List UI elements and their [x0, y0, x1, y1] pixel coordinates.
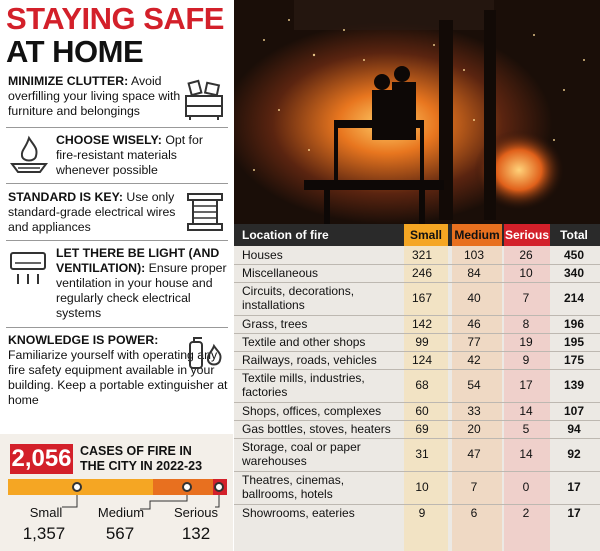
table-row: [234, 351, 600, 369]
tip-body: Use only standard-grade electrical wires and appliances: [8, 190, 176, 234]
cell-location: Shops, offices, complexes: [242, 404, 382, 418]
table-row: [234, 438, 600, 471]
cell-total: 214: [563, 291, 585, 305]
cell-total: 94: [567, 422, 581, 436]
cell-medium: 33: [467, 404, 481, 418]
cell-total: 450: [563, 248, 585, 262]
divider: [6, 240, 228, 241]
medium-label: Medium: [97, 505, 145, 520]
cell-total: 340: [563, 266, 585, 280]
cell-small: 60: [415, 404, 429, 418]
table-row: [234, 420, 600, 438]
table-row: [234, 471, 600, 504]
cell-medium: 54: [467, 378, 481, 392]
severity-bar: [8, 479, 227, 495]
tip-standard-is-key: [8, 190, 186, 235]
cell-total: 17: [567, 506, 581, 520]
cell-location: Textile mills, industries, factories: [242, 371, 365, 399]
wire-spool-icon: [184, 190, 226, 234]
tip-choose-wisely: [56, 133, 226, 178]
cell-small: 167: [411, 291, 433, 305]
cell-serious: 14: [519, 447, 533, 461]
cell-serious: 8: [522, 317, 530, 331]
header-total: Total: [560, 228, 588, 242]
divider: [6, 183, 228, 184]
cell-small: 99: [415, 335, 429, 349]
cell-medium: 6: [470, 506, 478, 520]
firefighters-photo: [234, 0, 600, 224]
cell-total: 175: [563, 353, 585, 367]
tip-heading: CHOOSE WISELY:: [56, 133, 162, 147]
cell-small: 68: [415, 378, 429, 392]
small-label: Small: [29, 505, 63, 520]
total-cases-caption: CASES OF FIRE IN THE CITY IN 2022-23: [80, 444, 203, 473]
serious-value: 132: [181, 524, 211, 543]
cell-location: Gas bottles, stoves, heaters: [242, 422, 391, 436]
cell-total: 92: [567, 447, 581, 461]
table-row: [234, 246, 600, 264]
cell-total: 139: [563, 378, 585, 392]
cell-location: Showrooms, eateries: [242, 506, 355, 520]
cell-small: 142: [411, 317, 433, 331]
cell-small: 31: [415, 447, 429, 461]
cell-location: Miscellaneous: [242, 266, 319, 280]
cell-total: 196: [563, 317, 585, 331]
title-line-2: AT HOME: [6, 34, 144, 69]
medium-value: 567: [105, 524, 135, 543]
cell-location: Theatres, cinemas, ballrooms, hotels: [242, 473, 345, 501]
page-title: [6, 2, 231, 68]
air-conditioner-icon: [8, 250, 48, 288]
tip-minimize-clutter: [8, 74, 183, 119]
cell-medium: 42: [467, 353, 481, 367]
cell-medium: 77: [467, 335, 481, 349]
marker-medium: [182, 482, 192, 492]
cell-serious: 9: [522, 353, 530, 367]
cell-serious: 26: [519, 248, 533, 262]
marker-serious: [214, 482, 224, 492]
table-header: [234, 224, 600, 246]
table-row: [234, 333, 600, 351]
table-row: [234, 264, 600, 282]
title-line-1: STAYING SAFE: [6, 1, 224, 36]
cell-total: 195: [563, 335, 585, 349]
cell-location: Storage, coal or paper warehouses: [242, 440, 361, 468]
cell-small: 69: [415, 422, 429, 436]
cell-location: Grass, trees: [242, 317, 308, 331]
cell-small: 9: [418, 506, 426, 520]
tip-heading: STANDARD IS KEY:: [8, 190, 124, 204]
cell-serious: 10: [519, 266, 533, 280]
cell-medium: 20: [467, 422, 481, 436]
divider: [6, 127, 228, 128]
cell-medium: 84: [467, 266, 481, 280]
tip-heading: MINIMIZE CLUTTER:: [8, 74, 129, 88]
total-cases: 2,056: [11, 445, 72, 472]
table-row: [234, 282, 600, 315]
table-row: [234, 504, 600, 522]
tip-heading: KNOWLEDGE IS POWER:: [8, 333, 159, 347]
divider: [6, 327, 228, 328]
cell-medium: 7: [470, 480, 478, 494]
cell-serious: 14: [519, 404, 533, 418]
cell-small: 246: [411, 266, 433, 280]
small-value: 1,357: [22, 524, 66, 543]
table-row: [234, 315, 600, 333]
cell-small: 124: [411, 353, 433, 367]
table-row: [234, 369, 600, 402]
header-location: Location of fire: [242, 228, 329, 242]
serious-label: Serious: [173, 505, 219, 520]
header-serious: Serious: [504, 224, 550, 246]
cell-small: 321: [411, 248, 433, 262]
marker-small: [72, 482, 82, 492]
tip-heading: LET THERE BE LIGHT (AND VENTILATION):: [56, 246, 220, 275]
cell-serious: 5: [522, 422, 530, 436]
header-medium: Medium: [452, 224, 502, 246]
cell-total: 107: [563, 404, 585, 418]
fire-location-table: [234, 224, 600, 551]
cell-serious: 19: [519, 335, 533, 349]
cell-medium: 103: [463, 248, 485, 262]
cell-serious: 7: [522, 291, 530, 305]
cell-total: 17: [567, 480, 581, 494]
cell-medium: 47: [467, 447, 481, 461]
cell-small: 10: [415, 480, 429, 494]
cell-location: Circuits, decorations, installations: [242, 284, 355, 312]
cell-medium: 40: [467, 291, 481, 305]
extinguisher-icon: [184, 332, 226, 372]
header-small: Small: [404, 224, 448, 246]
cell-medium: 46: [467, 317, 481, 331]
tip-body: Familiarize yourself with operating any fire safety equipment available in your building. Keep a portable extinguisher at home: [8, 348, 228, 407]
cell-serious: 2: [522, 506, 530, 520]
fire-resistant-icon: [8, 134, 50, 176]
cell-serious: 0: [522, 480, 530, 494]
tip-body: Avoid overfilling your living space with furniture and belongings: [8, 74, 181, 118]
tip-body: Ensure proper ventilation in your house and regularly check electrical systems: [56, 261, 227, 320]
cell-serious: 17: [519, 378, 533, 392]
cell-location: Textile and other shops: [242, 335, 366, 349]
tip-body: Opt for fire-resistant materials whenever possible: [56, 133, 203, 177]
table-row: [234, 402, 600, 420]
furniture-icon: [182, 78, 226, 122]
cell-location: Railways, roads, vehicles: [242, 353, 377, 367]
cell-location: Houses: [242, 248, 283, 262]
